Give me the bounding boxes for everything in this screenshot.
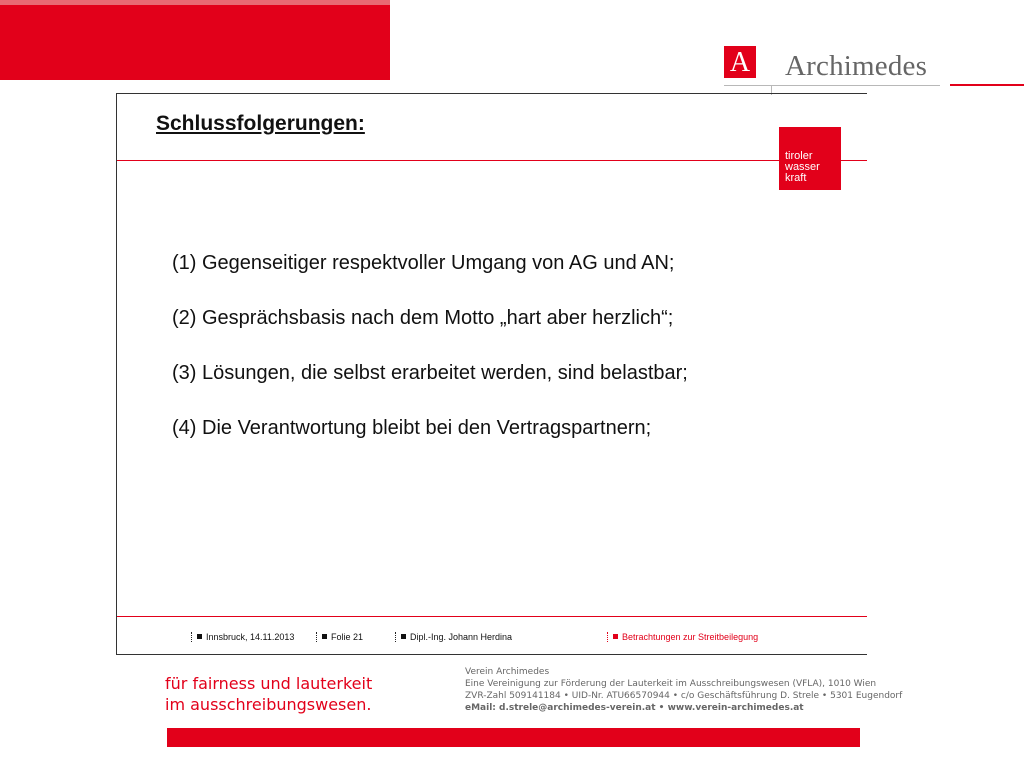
footer-slide-number: Folie 21 [316,632,363,642]
footer-location-date: Innsbruck, 14.11.2013 [191,632,294,642]
slide-title: Schlussfolgerungen: [156,112,365,135]
slide-bottom-rule [117,616,867,617]
bottom-red-bar [167,728,860,747]
association-name: Verein Archimedes [465,667,550,677]
slide-frame [116,93,867,655]
footer-topic: Betrachtungen zur Streitbeilegung [607,632,758,642]
footer-author: Dipl.-Ing. Johann Herdina [395,632,512,642]
header-red-block [0,0,390,80]
logo-line-1: tiroler [785,150,813,162]
archimedes-logo-icon: A [724,46,756,78]
logo-line-3: kraft [785,172,807,184]
list-item: (2) Gesprächsbasis nach dem Motto „hart aber herzlich“; [172,307,674,329]
conclusion-list [172,252,688,472]
header-red-highlight [0,0,390,5]
bullet-icon [401,634,406,639]
slide-top-rule [117,160,867,161]
list-item: (3) Lösungen, die selbst erarbeitet werden, sind belastbar; [172,362,688,384]
bullet-icon [613,634,618,639]
tagline [165,673,372,715]
logo-line-2: wasser [785,161,820,173]
bullet-icon [197,634,202,639]
brand-divider [724,85,940,86]
association-contact: eMail: d.strele@archimedes-verein.at • www.verein-archimedes.at [465,703,804,713]
association-description: Eine Vereinigung zur Förderung der Lauterkeit im Ausschreibungswesen (VFLA), 1010 Wien [465,679,877,689]
tagline-line-2: im ausschreibungswesen. [165,695,372,714]
brand-name: Archimedes [785,50,928,82]
bullet-icon [322,634,327,639]
association-info [465,666,902,714]
list-item: (4) Die Verantwortung bleibt bei den Vertragspartnern; [172,417,652,439]
tiroler-wasserkraft-logo [779,127,841,190]
association-registry: ZVR-Zahl 509141184 • UID-Nr. ATU66570944 • c/o Geschäftsführung D. Strele • 5301 Eugendorf [465,691,903,701]
brand-red-divider [950,84,1024,86]
tagline-line-1: für fairness und lauterkeit [165,674,373,693]
list-item: (1) Gegenseitiger respektvoller Umgang von AG und AN; [172,252,675,274]
